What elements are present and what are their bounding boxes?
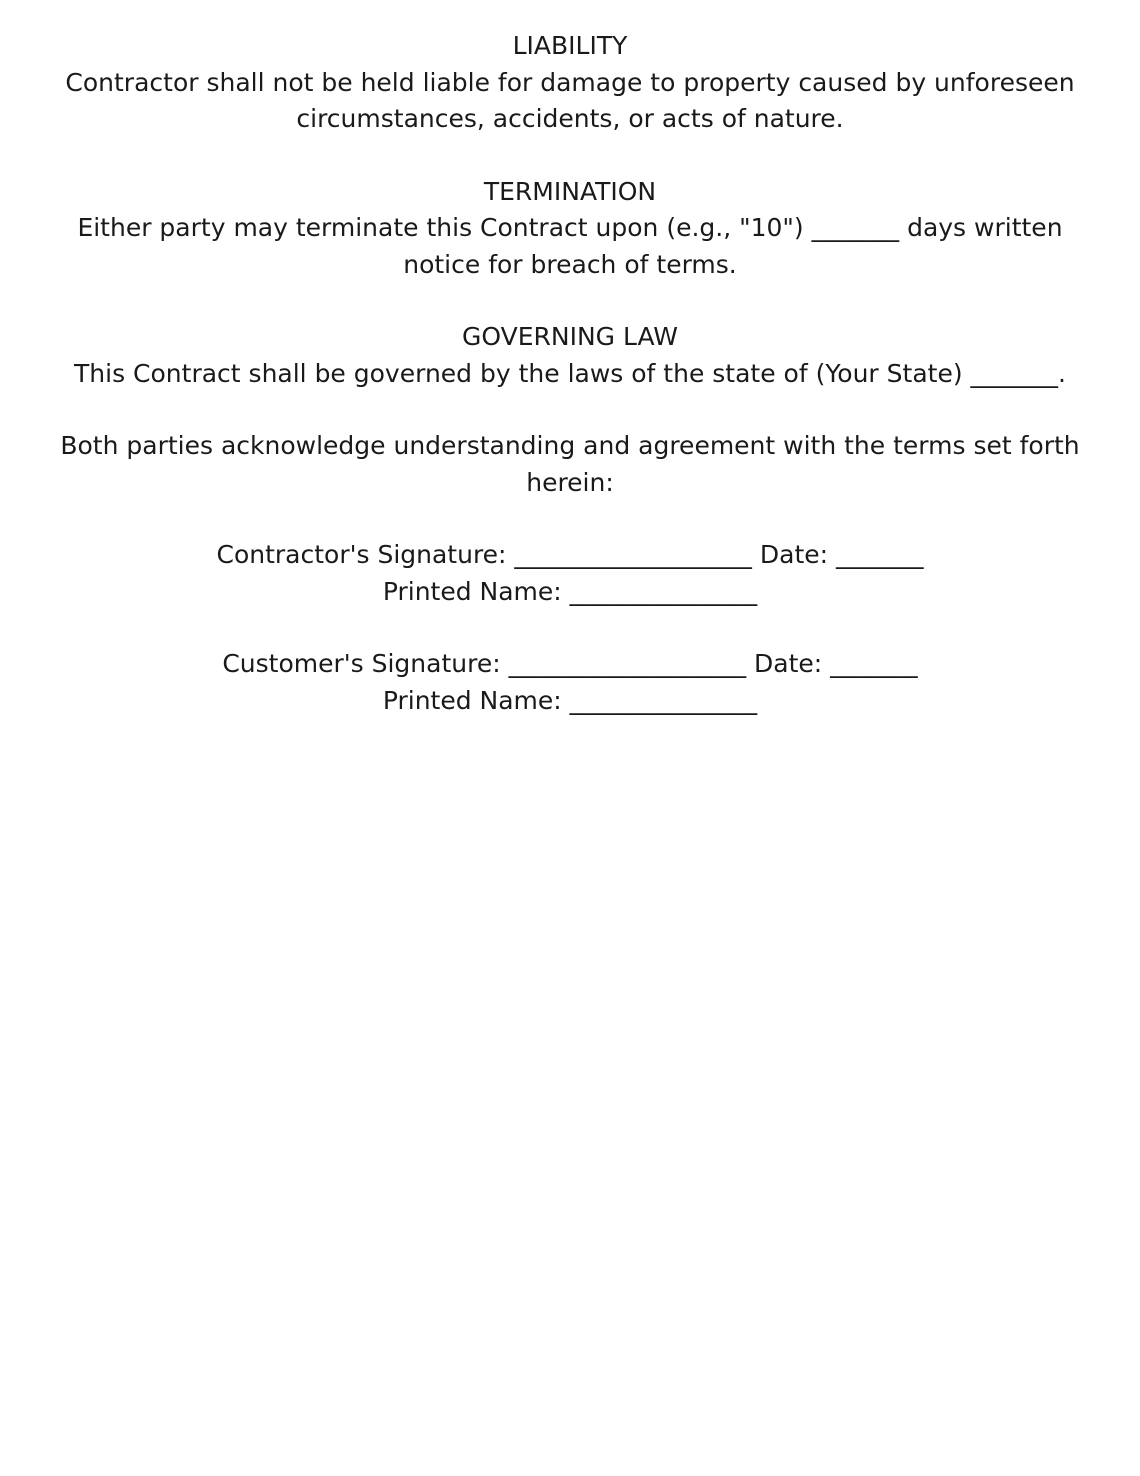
governing-law-section (0, 319, 1140, 392)
governing-law-text: This Contract shall be governed by the laws of the state of (Your State) _______. (74, 358, 1066, 388)
contractor-signature-block (0, 537, 1140, 610)
contractor-printed-name-line: Printed Name: _______________ (382, 576, 758, 606)
customer-signature-block (0, 646, 1140, 719)
section-spacer (0, 501, 1140, 537)
liability-text: Contractor shall not be held liable for damage to property caused by unforeseen circumstances, accidents, or acts of nature. (65, 67, 1075, 133)
section-spacer (0, 283, 1140, 319)
acknowledgement-section (0, 428, 1140, 501)
liability-heading: LIABILITY (512, 31, 628, 60)
termination-heading: TERMINATION (483, 176, 657, 206)
governing-law-heading: GOVERNING LAW (462, 322, 678, 351)
customer-signature-line: Customer's Signature: ___________________ Date: _______ (222, 649, 918, 678)
acknowledgement-text: Both parties acknowledge understanding and agreement with the terms set forth herein: (60, 431, 1080, 497)
liability-section (0, 28, 1140, 138)
customer-printed-name-line: Printed Name: _______________ (382, 685, 758, 715)
section-spacer (0, 610, 1140, 646)
section-spacer (0, 392, 1140, 428)
termination-section (0, 174, 1140, 284)
contractor-signature-line: Contractor's Signature: ___________________ Date: _______ (216, 540, 924, 569)
termination-text: Either party may terminate this Contract upon (e.g., "10") _______ days written notice for breach of terms. (77, 213, 1063, 279)
section-spacer (0, 138, 1140, 174)
